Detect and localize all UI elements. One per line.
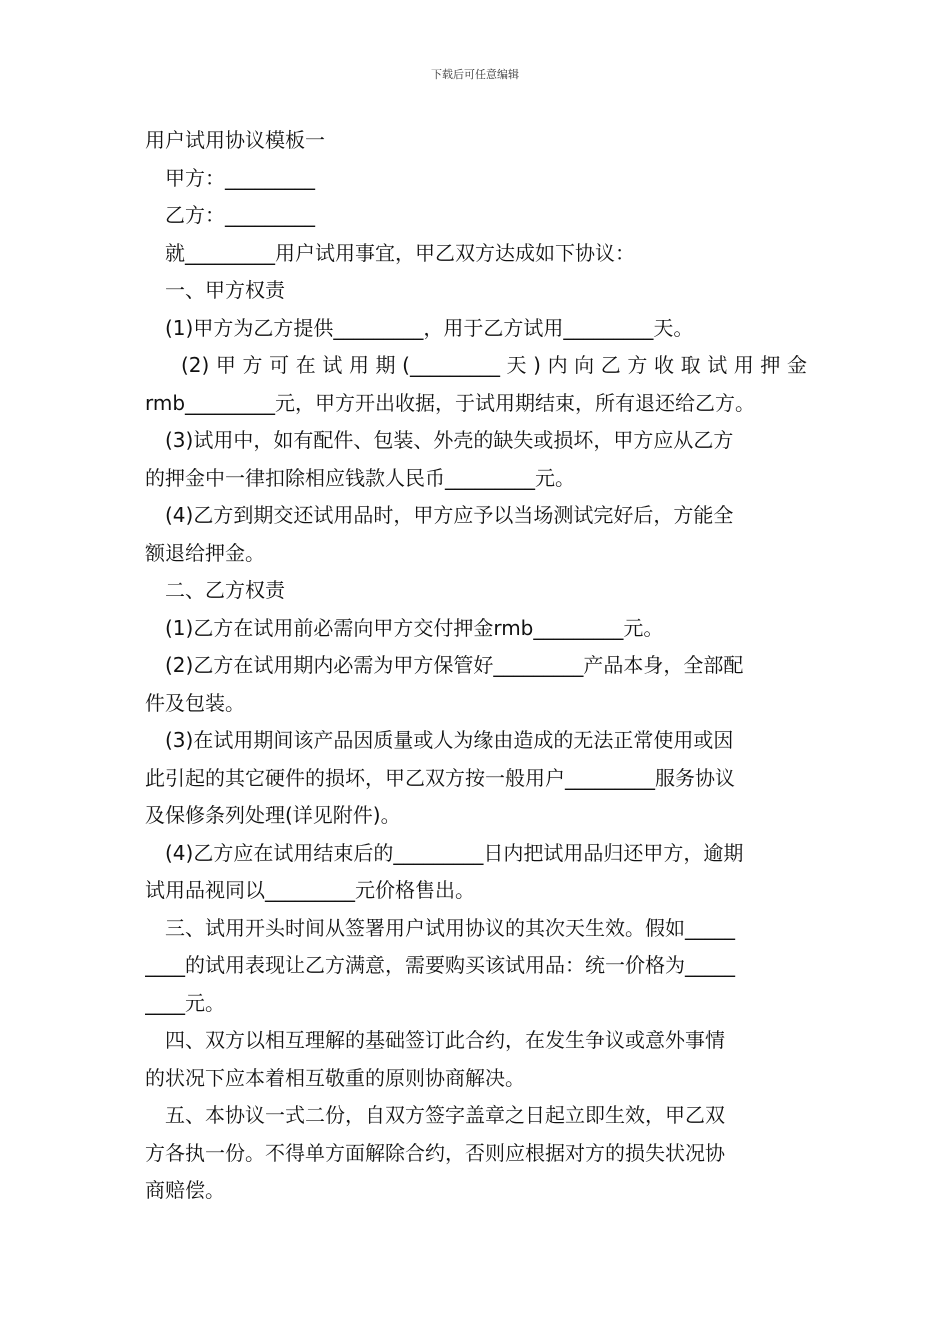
document-line: 甲方：_________ — [165, 165, 315, 190]
document-line: 四、双方以相互理解的基础签订此合约，在发生争议或意外事情 — [165, 1028, 725, 1052]
document-line: 的状况下应本着相互敬重的原则协商解决。 — [145, 1065, 525, 1090]
document-line: 此引起的其它硬件的损坏，甲乙双方按一般用户_________服务协议 — [145, 765, 735, 790]
document-line: 方各执一份。不得单方面解除合约，否则应根据对方的损失状况协 — [145, 1140, 725, 1165]
document-title: 用户试用协议模板一 — [145, 128, 325, 152]
document-line: (4)乙方到期交还试用品时，甲方应予以当场测试完好后，方能全 — [165, 503, 734, 527]
document-line: 试用品视同以_________元价格售出。 — [145, 878, 475, 902]
document-line: 一、甲方权责 — [165, 278, 285, 302]
document-line: 商赔偿。 — [145, 1178, 225, 1202]
page-header: 下载后可任意编辑 — [431, 68, 519, 81]
document-line: (3)试用中，如有配件、包装、外壳的缺失或损坏，甲方应从乙方 — [165, 428, 734, 452]
document-line: 及保修条列处理(详见附件)。 — [145, 803, 401, 827]
document-line: 的押金中一律扣除相应钱款人民币_________元。 — [145, 465, 575, 490]
document-line: 额退给押金。 — [145, 540, 265, 565]
document-line: 三、试用开头时间从签署用户试用协议的其次天生效。假如_____ — [165, 915, 735, 940]
document-line: (4)乙方应在试用结束后的_________日内把试用品归还甲方，逾期 — [165, 840, 744, 865]
document-line: 二、乙方权责 — [165, 578, 285, 602]
document-line: 件及包装。 — [145, 690, 245, 715]
document-line: (1)乙方在试用前必需向甲方交付押金rmb_________元。 — [165, 615, 664, 640]
document-line: 乙方：_________ — [165, 203, 315, 227]
document-line: ____的试用表现让乙方满意，需要购买该试用品：统一价格为_____ — [145, 953, 735, 977]
document-line: (2)乙方在试用期内必需为甲方保管好_________产品本身，全部配 — [165, 653, 744, 677]
document-line: (3)在试用期间该产品因质量或人为缘由造成的无法正常使用或因 — [165, 728, 734, 752]
document-body — [145, 122, 807, 1210]
document-line: ____元。 — [145, 990, 225, 1015]
document-line: rmb_________元，甲方开出收据，于试用期结束，所有退还给乙方。 — [145, 390, 756, 415]
document-line: (2)甲方可在试用期(_________天)内向乙方收取试用押金 — [181, 353, 807, 377]
document-line: 就_________用户试用事宜，甲乙双方达成如下协议： — [165, 240, 635, 265]
document-line: 五、本协议一式二份，自双方签字盖章之日起立即生效，甲乙双 — [165, 1103, 725, 1127]
document-line: (1)甲方为乙方提供_________，用于乙方试用_________天。 — [165, 315, 694, 340]
